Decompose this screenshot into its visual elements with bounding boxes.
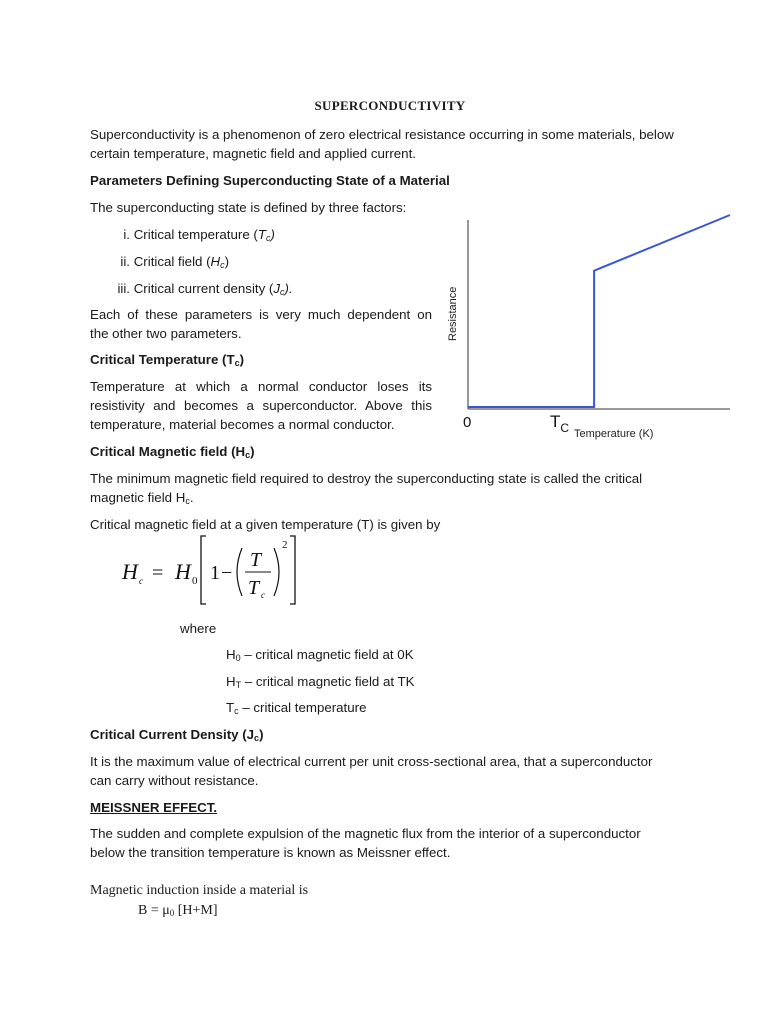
ct-line-3: temperature, material becomes a normal conductor. (90, 417, 395, 432)
formula-exponent: 2 (282, 539, 288, 551)
definition-item: $H_T$ – critical magnetic field at TK (226, 674, 415, 690)
induction-equation: $B = \mu_0$ [H+M] (138, 903, 218, 918)
list-symbol: H (210, 254, 221, 269)
formula-left-paren (237, 548, 242, 596)
critical-temperature-body (90, 377, 432, 434)
formula-den-sub: c (261, 590, 265, 600)
list-symbol: T (257, 227, 266, 242)
critical-magnetic-field-body (90, 469, 710, 507)
cmf-given-text: Critical magnetic field at a given temperature (T) is given by (90, 517, 441, 532)
x-tick-zero: 0 (463, 414, 472, 431)
y-axis-label: Resistance (447, 286, 459, 341)
ct-line-1: Temperature at which a normal conductor loses its (90, 379, 432, 394)
formula-left-bracket (201, 536, 206, 604)
cmf-line-2: magnetic field $H_c$. (90, 490, 194, 506)
params-note (90, 305, 432, 343)
list-symbol: J (273, 281, 281, 296)
list-end: ) (270, 227, 275, 242)
params-list-item (100, 279, 293, 298)
list-subscript: c (265, 233, 271, 243)
meissner-heading: MEISSNER EFFECT. (90, 800, 218, 815)
params-list-item (100, 252, 229, 271)
page-title: SUPERCONDUCTIVITY (314, 98, 466, 113)
cmf-line-1: The minimum magnetic field required to destroy the superconducting state is called the critical (90, 471, 643, 486)
critical-current-density-heading: Critical Current Density $(J_c)$ (90, 727, 264, 743)
resistance-temperature-graph (440, 205, 740, 445)
critical-current-density-body (90, 752, 710, 790)
intro-paragraph (90, 125, 710, 163)
intro-line-1: Superconductivity is a phenomenon of zero electrical resistance occurring in some materials, below (90, 127, 674, 142)
meissner-body (90, 824, 710, 862)
list-end: ) (224, 254, 230, 269)
meissner-line-2: below the transition temperature is known as Meissner effect. (90, 845, 451, 860)
meissner-line-1: The sudden and complete expulsion of the magnetic flux from the interior of a superconductor (90, 826, 641, 841)
list-number: ii. (120, 254, 130, 269)
params-note-line-2: the other two parameters. (90, 326, 242, 341)
intro-line-2: certain temperature, magnetic field and applied current. (90, 146, 416, 161)
critical-temperature-heading: Critical Temperature $(T_c)$ (90, 352, 245, 368)
formula-h0-sub: 0 (192, 575, 198, 587)
formula-h0: H (175, 559, 191, 584)
list-subscript: c (280, 287, 285, 297)
list-label: Critical current density ( (133, 281, 274, 296)
where-text: where (180, 621, 217, 636)
formula-denominator: T (248, 577, 260, 599)
list-label: Critical temperature ( (133, 227, 258, 242)
params-intro: The superconducting state is defined by three factors: (90, 200, 407, 215)
critical-magnetic-field-heading: Critical Magnetic field $(H_c)$ (90, 444, 255, 460)
induction-text: Magnetic induction inside a material is (90, 883, 309, 898)
params-heading: Parameters Defining Superconducting State of a Material (90, 173, 450, 188)
list-number: i. (123, 227, 130, 242)
definition-item: $T_c$ – critical temperature (226, 700, 367, 716)
formula-right-paren (274, 548, 279, 596)
formula-minus: − (221, 562, 233, 584)
list-end: ). (284, 281, 293, 296)
ccd-line-1: It is the maximum value of electrical current per unit cross-sectional area, that a superconductor (90, 754, 653, 769)
x-axis-label: Temperature (K) (574, 428, 654, 440)
formula-lhs-sub: c (139, 576, 143, 586)
x-tick-tc: $T_C$ (550, 412, 570, 435)
formula-one: 1 (210, 562, 220, 584)
formula-numerator: T (250, 549, 262, 571)
critical-field-formula (118, 530, 318, 610)
resistance-series-line (468, 215, 730, 407)
list-number: iii. (117, 281, 130, 296)
formula-lhs: H (122, 559, 138, 584)
list-subscript: c (220, 260, 225, 270)
definition-item: $H_0$ – critical magnetic field at 0K (226, 647, 414, 663)
formula-right-bracket (290, 536, 295, 604)
ct-line-2: resistivity and becomes a superconductor. Above this (90, 398, 432, 413)
ccd-line-2: can carry without resistance. (90, 773, 259, 788)
params-note-line-1: Each of these parameters is very much dependent on (90, 307, 432, 322)
list-label: Critical field ( (133, 254, 211, 269)
formula-eq: = (152, 562, 164, 584)
params-list-item (100, 225, 275, 244)
